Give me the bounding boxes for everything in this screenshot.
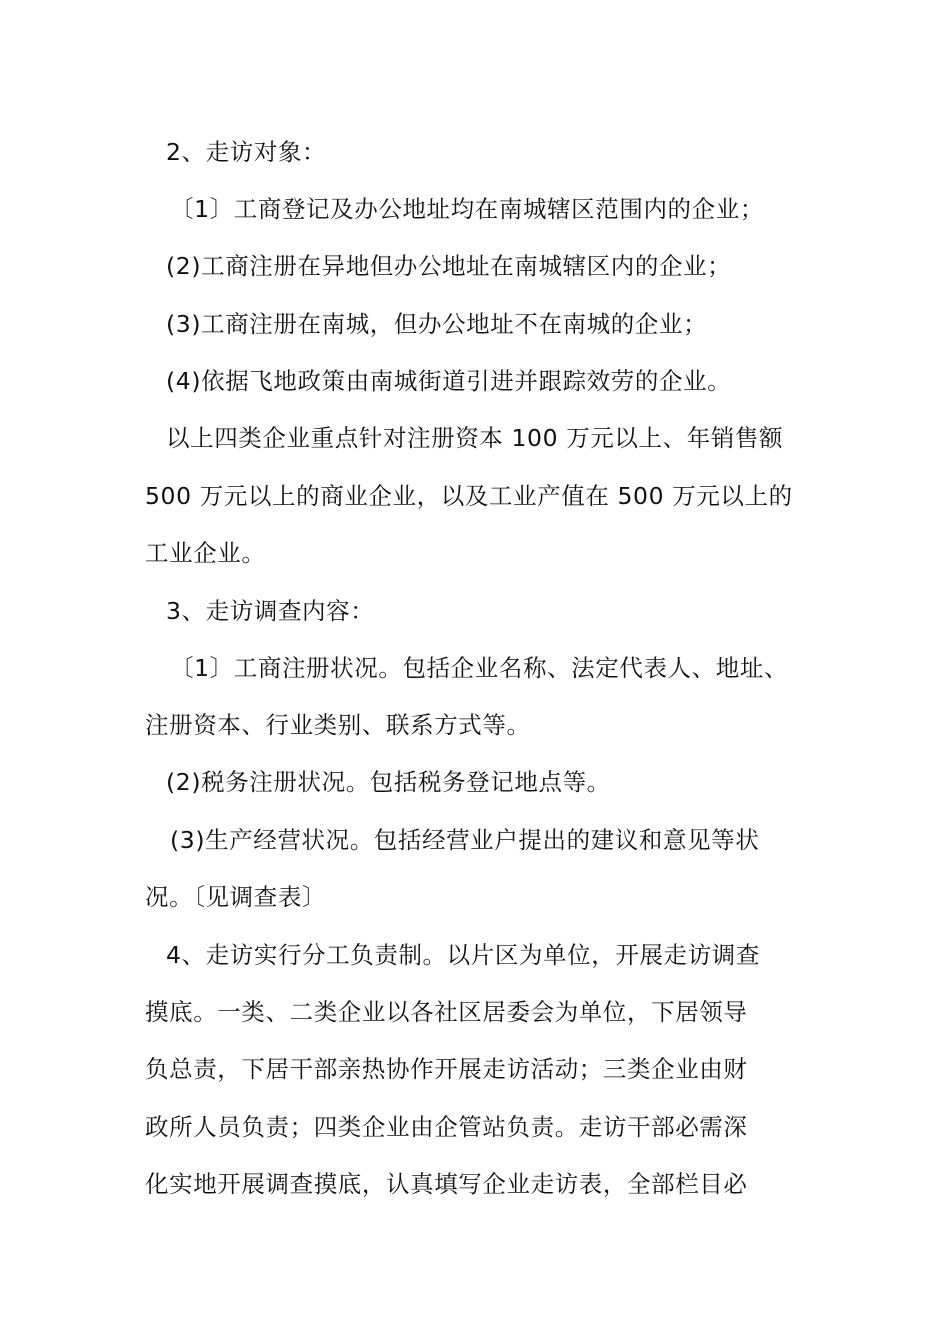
paragraph-responsibility-line-1: 4、走访实行分工负责制。以片区为单位，开展走访调查 xyxy=(166,941,760,969)
list-item-content-3-line-2: 况。〔见调查表〕 xyxy=(145,883,327,911)
paragraph-responsibility-line-4: 政所人员负责；四类企业由企管站负责。走访干部必需深 xyxy=(145,1113,748,1141)
paragraph-criteria-line-1: 以上四类企业重点针对注册资本 100 万元以上、年销售额 xyxy=(166,424,784,452)
list-item-content-2: (2)税务注册状况。包括税务登记地点等。 xyxy=(166,768,611,796)
paragraph-criteria-line-2: 500 万元以上的商业企业，以及工业产值在 500 万元以上的 xyxy=(145,482,793,510)
list-item-content-1-line-1: 〔1〕工商注册状况。包括企业名称、法定代表人、地址、 xyxy=(170,654,789,682)
paragraph-responsibility-line-3: 负总责，下居干部亲热协作开展走访活动；三类企业由财 xyxy=(145,1055,748,1083)
section-heading-survey-content: 3、走访调查内容： xyxy=(166,597,375,625)
list-item-target-3: (3)工商注册在南城，但办公地址不在南城的企业； xyxy=(166,310,708,338)
list-item-target-2: (2)工商注册在异地但办公地址在南城辖区内的企业； xyxy=(166,252,732,280)
list-item-content-3-line-1: (3)生产经营状况。包括经营业户提出的建议和意见等状 xyxy=(170,826,760,854)
paragraph-criteria-line-3: 工业企业。 xyxy=(145,539,266,567)
list-item-target-1: 〔1〕工商登记及办公地址均在南城辖区范围内的企业； xyxy=(170,195,764,223)
paragraph-responsibility-line-2: 摸底。一类、二类企业以各社区居委会为单位，下居领导 xyxy=(145,998,748,1026)
list-item-target-4: (4)依据飞地政策由南城街道引进并跟踪效劳的企业。 xyxy=(166,367,732,395)
section-heading-visit-targets: 2、走访对象： xyxy=(166,138,327,166)
list-item-content-1-line-2: 注册资本、行业类别、联系方式等。 xyxy=(145,711,531,739)
paragraph-responsibility-line-5: 化实地开展调查摸底，认真填写企业走访表，全部栏目必 xyxy=(145,1170,748,1198)
